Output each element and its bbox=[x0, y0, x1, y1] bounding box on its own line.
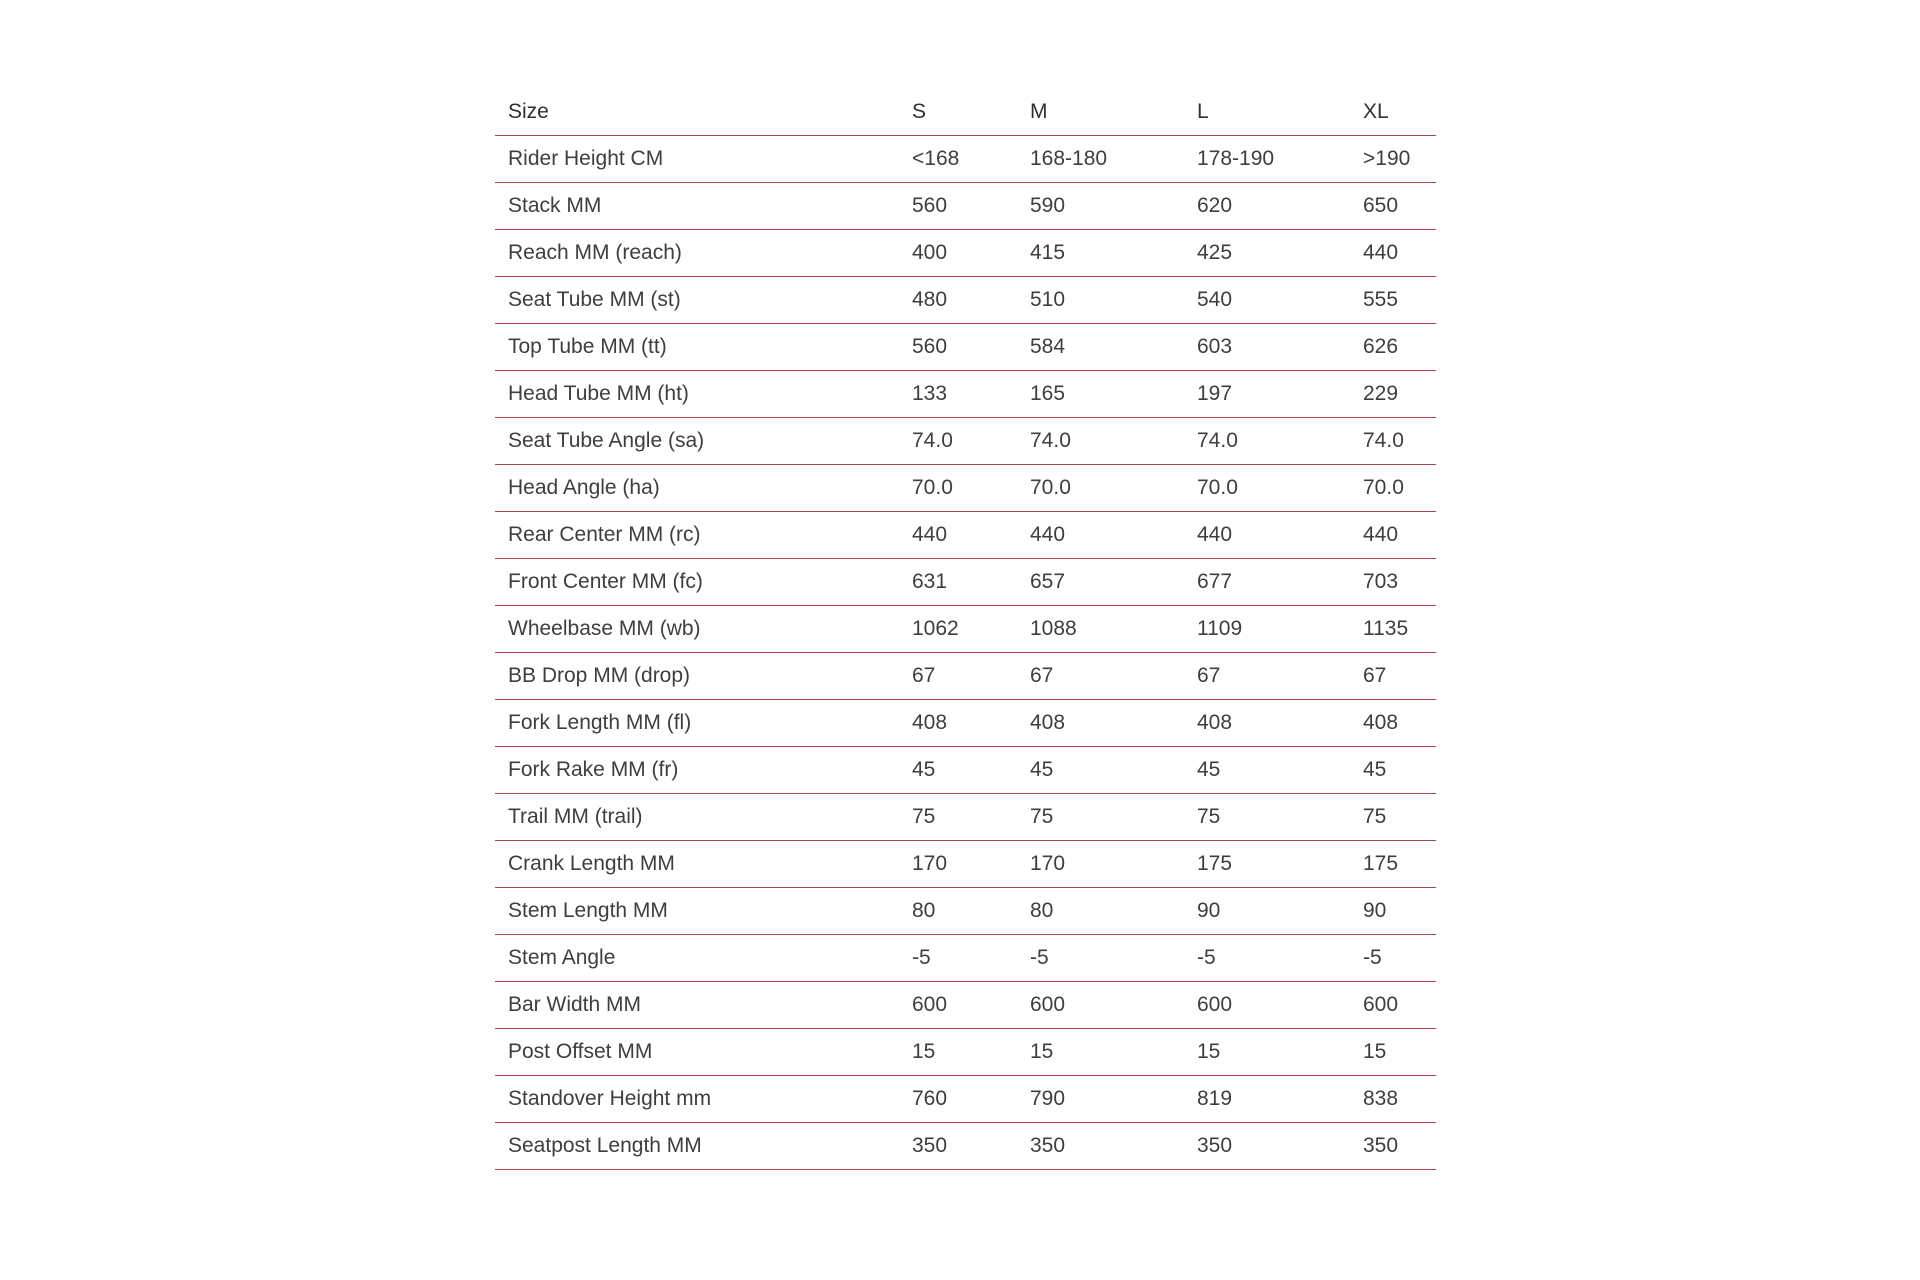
row-label: Reach MM (reach) bbox=[495, 230, 912, 277]
table-cell: 408 bbox=[1363, 700, 1436, 747]
table-cell: 350 bbox=[1197, 1123, 1363, 1170]
table-row bbox=[495, 183, 1436, 230]
table-cell: 70.0 bbox=[1030, 465, 1197, 512]
table-cell: 75 bbox=[1197, 794, 1363, 841]
table-cell: 178-190 bbox=[1197, 136, 1363, 183]
table-cell: -5 bbox=[1030, 935, 1197, 982]
row-label: Seat Tube MM (st) bbox=[495, 277, 912, 324]
table-cell: 677 bbox=[1197, 559, 1363, 606]
row-label: Head Angle (ha) bbox=[495, 465, 912, 512]
table-cell: 626 bbox=[1363, 324, 1436, 371]
table-row bbox=[495, 277, 1436, 324]
row-label: Stem Angle bbox=[495, 935, 912, 982]
table-cell: 1135 bbox=[1363, 606, 1436, 653]
table-cell: 70.0 bbox=[912, 465, 1030, 512]
table-cell: <168 bbox=[912, 136, 1030, 183]
table-cell: 70.0 bbox=[1197, 465, 1363, 512]
table-cell: 350 bbox=[1363, 1123, 1436, 1170]
table-cell: 657 bbox=[1030, 559, 1197, 606]
table-row bbox=[495, 747, 1436, 794]
table-cell: 80 bbox=[912, 888, 1030, 935]
table-cell: 229 bbox=[1363, 371, 1436, 418]
table-cell: 510 bbox=[1030, 277, 1197, 324]
table-cell: 90 bbox=[1363, 888, 1436, 935]
table-cell: -5 bbox=[912, 935, 1030, 982]
table-cell: 560 bbox=[912, 183, 1030, 230]
table-cell: 760 bbox=[912, 1076, 1030, 1123]
table-cell: 170 bbox=[1030, 841, 1197, 888]
table-cell: 1062 bbox=[912, 606, 1030, 653]
row-label: Crank Length MM bbox=[495, 841, 912, 888]
row-label: Rider Height CM bbox=[495, 136, 912, 183]
table-row bbox=[495, 888, 1436, 935]
table-cell: 440 bbox=[1197, 512, 1363, 559]
row-label: Bar Width MM bbox=[495, 982, 912, 1029]
table-row bbox=[495, 982, 1436, 1029]
table-cell: 15 bbox=[1363, 1029, 1436, 1076]
table-cell: 600 bbox=[1030, 982, 1197, 1029]
table-cell: 45 bbox=[1363, 747, 1436, 794]
table-cell: 175 bbox=[1197, 841, 1363, 888]
row-label: Fork Length MM (fl) bbox=[495, 700, 912, 747]
table-cell: 790 bbox=[1030, 1076, 1197, 1123]
table-row bbox=[495, 230, 1436, 277]
table-cell: 408 bbox=[1030, 700, 1197, 747]
table-cell: 415 bbox=[1030, 230, 1197, 277]
table-cell: 75 bbox=[1363, 794, 1436, 841]
row-label: Stem Length MM bbox=[495, 888, 912, 935]
table-row bbox=[495, 1076, 1436, 1123]
table-cell: 600 bbox=[912, 982, 1030, 1029]
table-row bbox=[495, 1029, 1436, 1076]
table-cell: 600 bbox=[1363, 982, 1436, 1029]
table-row bbox=[495, 935, 1436, 982]
row-label: Trail MM (trail) bbox=[495, 794, 912, 841]
table-cell: 408 bbox=[1197, 700, 1363, 747]
table-cell: 600 bbox=[1197, 982, 1363, 1029]
table-cell: 584 bbox=[1030, 324, 1197, 371]
table-cell: -5 bbox=[1197, 935, 1363, 982]
table-cell: >190 bbox=[1363, 136, 1436, 183]
table-cell: 560 bbox=[912, 324, 1030, 371]
table-cell: 15 bbox=[912, 1029, 1030, 1076]
table-cell: 540 bbox=[1197, 277, 1363, 324]
table-cell: 170 bbox=[912, 841, 1030, 888]
column-header-size: Size bbox=[495, 88, 912, 136]
column-header-xl: XL bbox=[1363, 88, 1436, 136]
table-cell: 350 bbox=[912, 1123, 1030, 1170]
table-row bbox=[495, 371, 1436, 418]
table-cell: 400 bbox=[912, 230, 1030, 277]
table-cell: 620 bbox=[1197, 183, 1363, 230]
table-header-row bbox=[495, 88, 1436, 136]
table-cell: 74.0 bbox=[1363, 418, 1436, 465]
table-cell: 45 bbox=[912, 747, 1030, 794]
table-cell: 45 bbox=[1197, 747, 1363, 794]
table-cell: 74.0 bbox=[912, 418, 1030, 465]
table-cell: 70.0 bbox=[1363, 465, 1436, 512]
table-cell: 133 bbox=[912, 371, 1030, 418]
row-label: Seat Tube Angle (sa) bbox=[495, 418, 912, 465]
table-cell: 67 bbox=[912, 653, 1030, 700]
row-label: Seatpost Length MM bbox=[495, 1123, 912, 1170]
table-cell: 74.0 bbox=[1197, 418, 1363, 465]
table-cell: 75 bbox=[912, 794, 1030, 841]
table-cell: 165 bbox=[1030, 371, 1197, 418]
row-label: Stack MM bbox=[495, 183, 912, 230]
geometry-spec-table bbox=[495, 88, 1436, 1170]
table-cell: 175 bbox=[1363, 841, 1436, 888]
column-header-l: L bbox=[1197, 88, 1363, 136]
table-cell: 819 bbox=[1197, 1076, 1363, 1123]
table-cell: 425 bbox=[1197, 230, 1363, 277]
table-cell: 168-180 bbox=[1030, 136, 1197, 183]
table-cell: 631 bbox=[912, 559, 1030, 606]
geometry-table bbox=[495, 88, 1436, 1170]
table-row bbox=[495, 1123, 1436, 1170]
table-cell: 90 bbox=[1197, 888, 1363, 935]
table-row bbox=[495, 700, 1436, 747]
table-row bbox=[495, 465, 1436, 512]
row-label: Fork Rake MM (fr) bbox=[495, 747, 912, 794]
table-row bbox=[495, 794, 1436, 841]
table-row bbox=[495, 841, 1436, 888]
table-row bbox=[495, 418, 1436, 465]
table-cell: 440 bbox=[1363, 230, 1436, 277]
table-cell: 480 bbox=[912, 277, 1030, 324]
table-cell: 590 bbox=[1030, 183, 1197, 230]
table-cell: 650 bbox=[1363, 183, 1436, 230]
table-cell: 440 bbox=[912, 512, 1030, 559]
table-cell: 67 bbox=[1363, 653, 1436, 700]
table-cell: -5 bbox=[1363, 935, 1436, 982]
table-row bbox=[495, 606, 1436, 653]
table-cell: 197 bbox=[1197, 371, 1363, 418]
table-cell: 603 bbox=[1197, 324, 1363, 371]
table-cell: 1088 bbox=[1030, 606, 1197, 653]
table-cell: 15 bbox=[1197, 1029, 1363, 1076]
row-label: Rear Center MM (rc) bbox=[495, 512, 912, 559]
table-cell: 67 bbox=[1030, 653, 1197, 700]
table-cell: 75 bbox=[1030, 794, 1197, 841]
table-cell: 703 bbox=[1363, 559, 1436, 606]
table-cell: 408 bbox=[912, 700, 1030, 747]
table-row bbox=[495, 559, 1436, 606]
table-cell: 1109 bbox=[1197, 606, 1363, 653]
row-label: Wheelbase MM (wb) bbox=[495, 606, 912, 653]
table-cell: 838 bbox=[1363, 1076, 1436, 1123]
table-cell: 15 bbox=[1030, 1029, 1197, 1076]
column-header-m: M bbox=[1030, 88, 1197, 136]
row-label: Post Offset MM bbox=[495, 1029, 912, 1076]
row-label: BB Drop MM (drop) bbox=[495, 653, 912, 700]
table-cell: 555 bbox=[1363, 277, 1436, 324]
row-label: Front Center MM (fc) bbox=[495, 559, 912, 606]
table-cell: 350 bbox=[1030, 1123, 1197, 1170]
table-cell: 440 bbox=[1363, 512, 1436, 559]
table-row bbox=[495, 512, 1436, 559]
row-label: Top Tube MM (tt) bbox=[495, 324, 912, 371]
column-header-s: S bbox=[912, 88, 1030, 136]
row-label: Standover Height mm bbox=[495, 1076, 912, 1123]
row-label: Head Tube MM (ht) bbox=[495, 371, 912, 418]
table-cell: 80 bbox=[1030, 888, 1197, 935]
table-row bbox=[495, 324, 1436, 371]
table-row bbox=[495, 136, 1436, 183]
table-row bbox=[495, 653, 1436, 700]
table-cell: 45 bbox=[1030, 747, 1197, 794]
table-cell: 67 bbox=[1197, 653, 1363, 700]
table-cell: 440 bbox=[1030, 512, 1197, 559]
table-cell: 74.0 bbox=[1030, 418, 1197, 465]
